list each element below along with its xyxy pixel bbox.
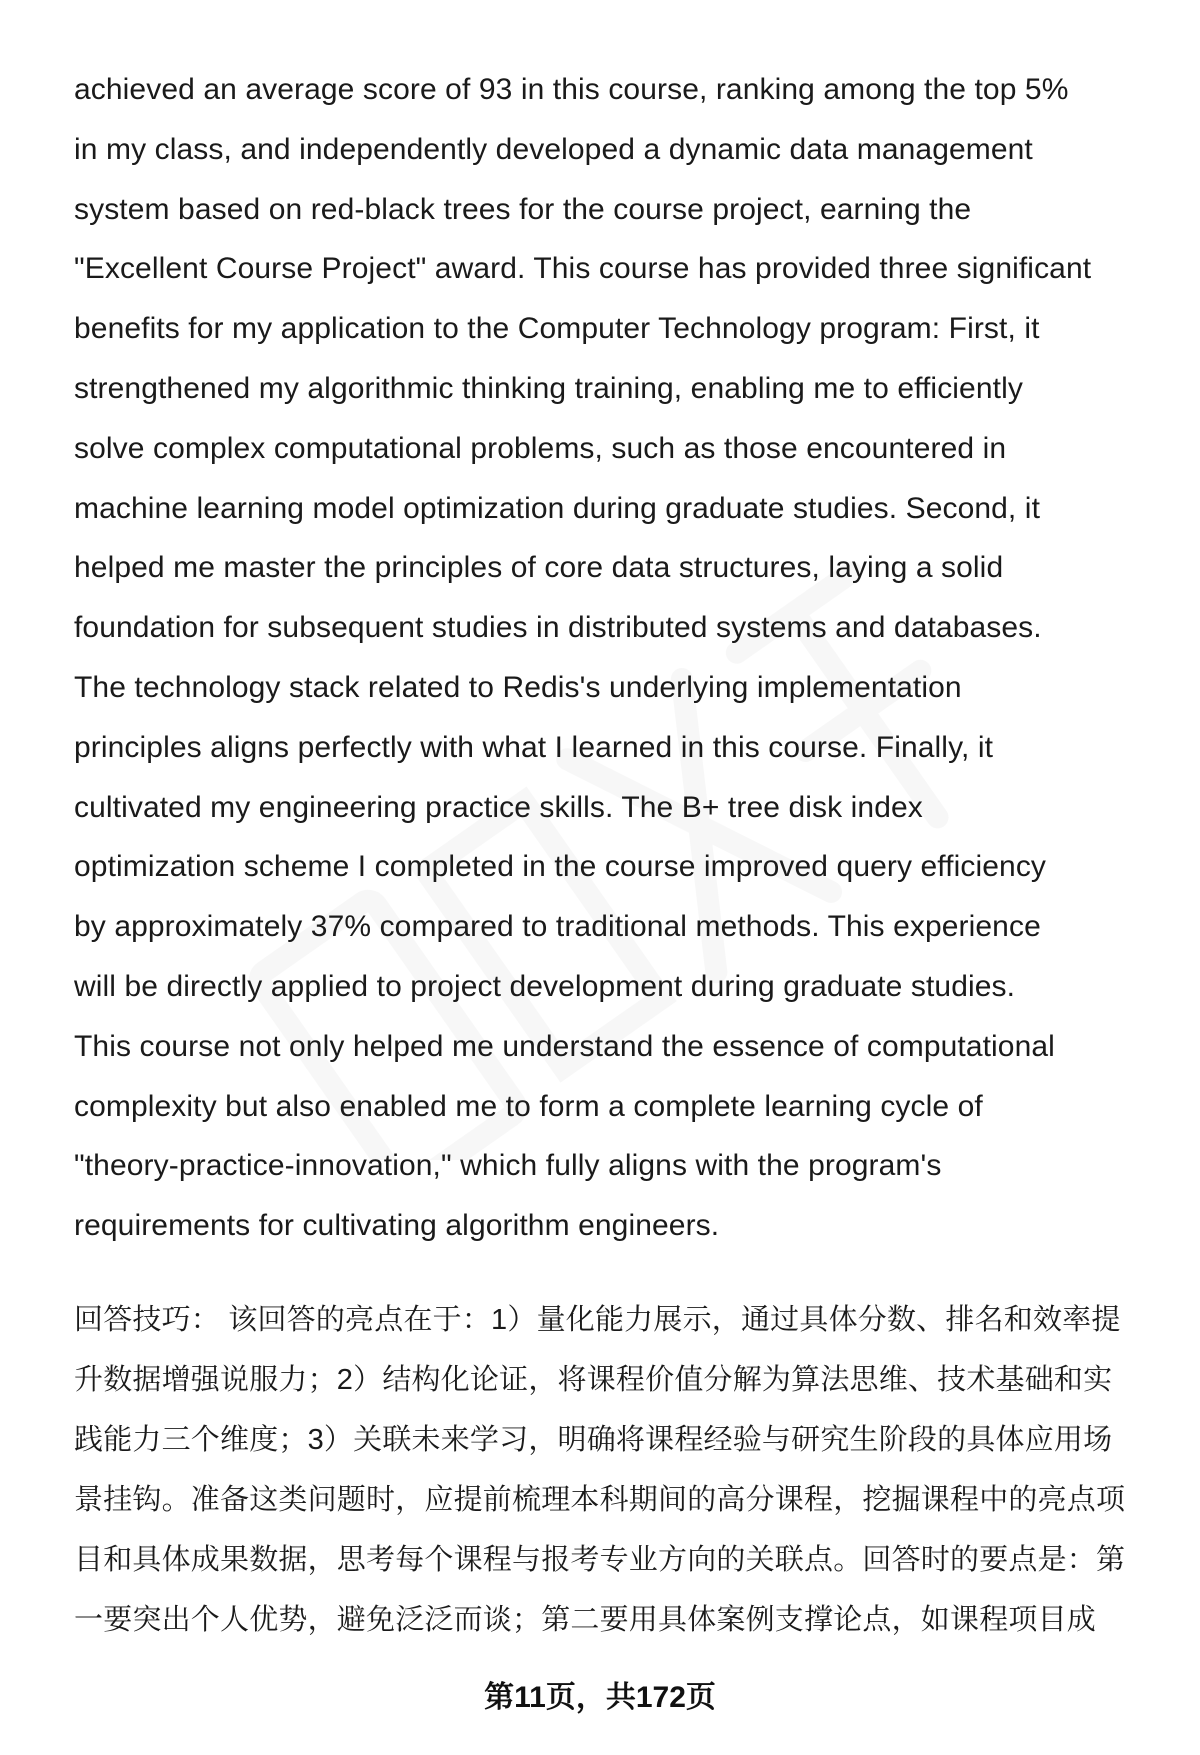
tips-line: 一要突出个人优势，避免泛泛而谈；第二要用具体案例支撑论点，如课程项目成: [74, 1604, 1097, 1636]
tips-line: 目和具体成果数据，思考每个课程与报考专业方向的关联点。回答时的要点是：第: [74, 1544, 1126, 1576]
answer-tips: [74, 1290, 1154, 1650]
body-line: system based on red-black trees for the course project, earning the: [74, 192, 972, 226]
page-number: 第11页，共172页: [484, 1681, 716, 1714]
tips-line: 回答技巧： 该回答的亮点在于：1）量化能力展示，通过具体分数、排名和效率提: [74, 1304, 1121, 1336]
answer-body: [74, 60, 1154, 1256]
body-line: solve complex computational problems, such as those encountered in: [74, 431, 1007, 465]
body-line: achieved an average score of 93 in this course, ranking among the top 5%: [74, 73, 1069, 106]
tips-line: 升数据增强说服力；2）结构化论证，将课程价值分解为算法思维、技术基础和实: [74, 1364, 1113, 1396]
body-line: "theory-practice-innovation," which fully aligns with the program's: [74, 1149, 942, 1183]
body-line: requirements for cultivating algorithm engineers.: [74, 1209, 720, 1243]
tips-line: 践能力三个维度；3）关联未来学习，明确将课程经验与研究生阶段的具体应用场: [74, 1424, 1113, 1456]
body-line: will be directly applied to project development during graduate studies.: [74, 969, 1016, 1003]
body-line: "Excellent Course Project" award. This course has provided three significant: [74, 252, 1092, 286]
body-line: This course not only helped me understand the essence of computational: [74, 1029, 1055, 1063]
body-line: strengthened my algorithmic thinking training, enabling me to efficiently: [74, 371, 1023, 405]
body-line: cultivated my engineering practice skills. The B+ tree disk index: [74, 790, 923, 824]
body-line: foundation for subsequent studies in distributed systems and databases.: [74, 611, 1042, 645]
body-line: The technology stack related to Redis's underlying implementation: [74, 670, 962, 704]
body-line: optimization scheme I completed in the course improved query efficiency: [74, 850, 1047, 884]
body-line: machine learning model optimization during graduate studies. Second, it: [74, 491, 1041, 525]
tips-line: 景挂钩。准备这类问题时，应提前梳理本科期间的高分课程，挖掘课程中的亮点项: [74, 1484, 1126, 1516]
body-line: by approximately 37% compared to traditional methods. This experience: [74, 910, 1041, 944]
body-line: helped me master the principles of core data structures, laying a solid: [74, 551, 1004, 585]
body-line: principles aligns perfectly with what I learned in this course. Finally, it: [74, 730, 994, 764]
body-line: complexity but also enabled me to form a complete learning cycle of: [74, 1089, 983, 1123]
body-line: in my class, and independently developed a dynamic data management: [74, 132, 1033, 166]
body-line: benefits for my application to the Computer Technology program: First, it: [74, 312, 1040, 346]
